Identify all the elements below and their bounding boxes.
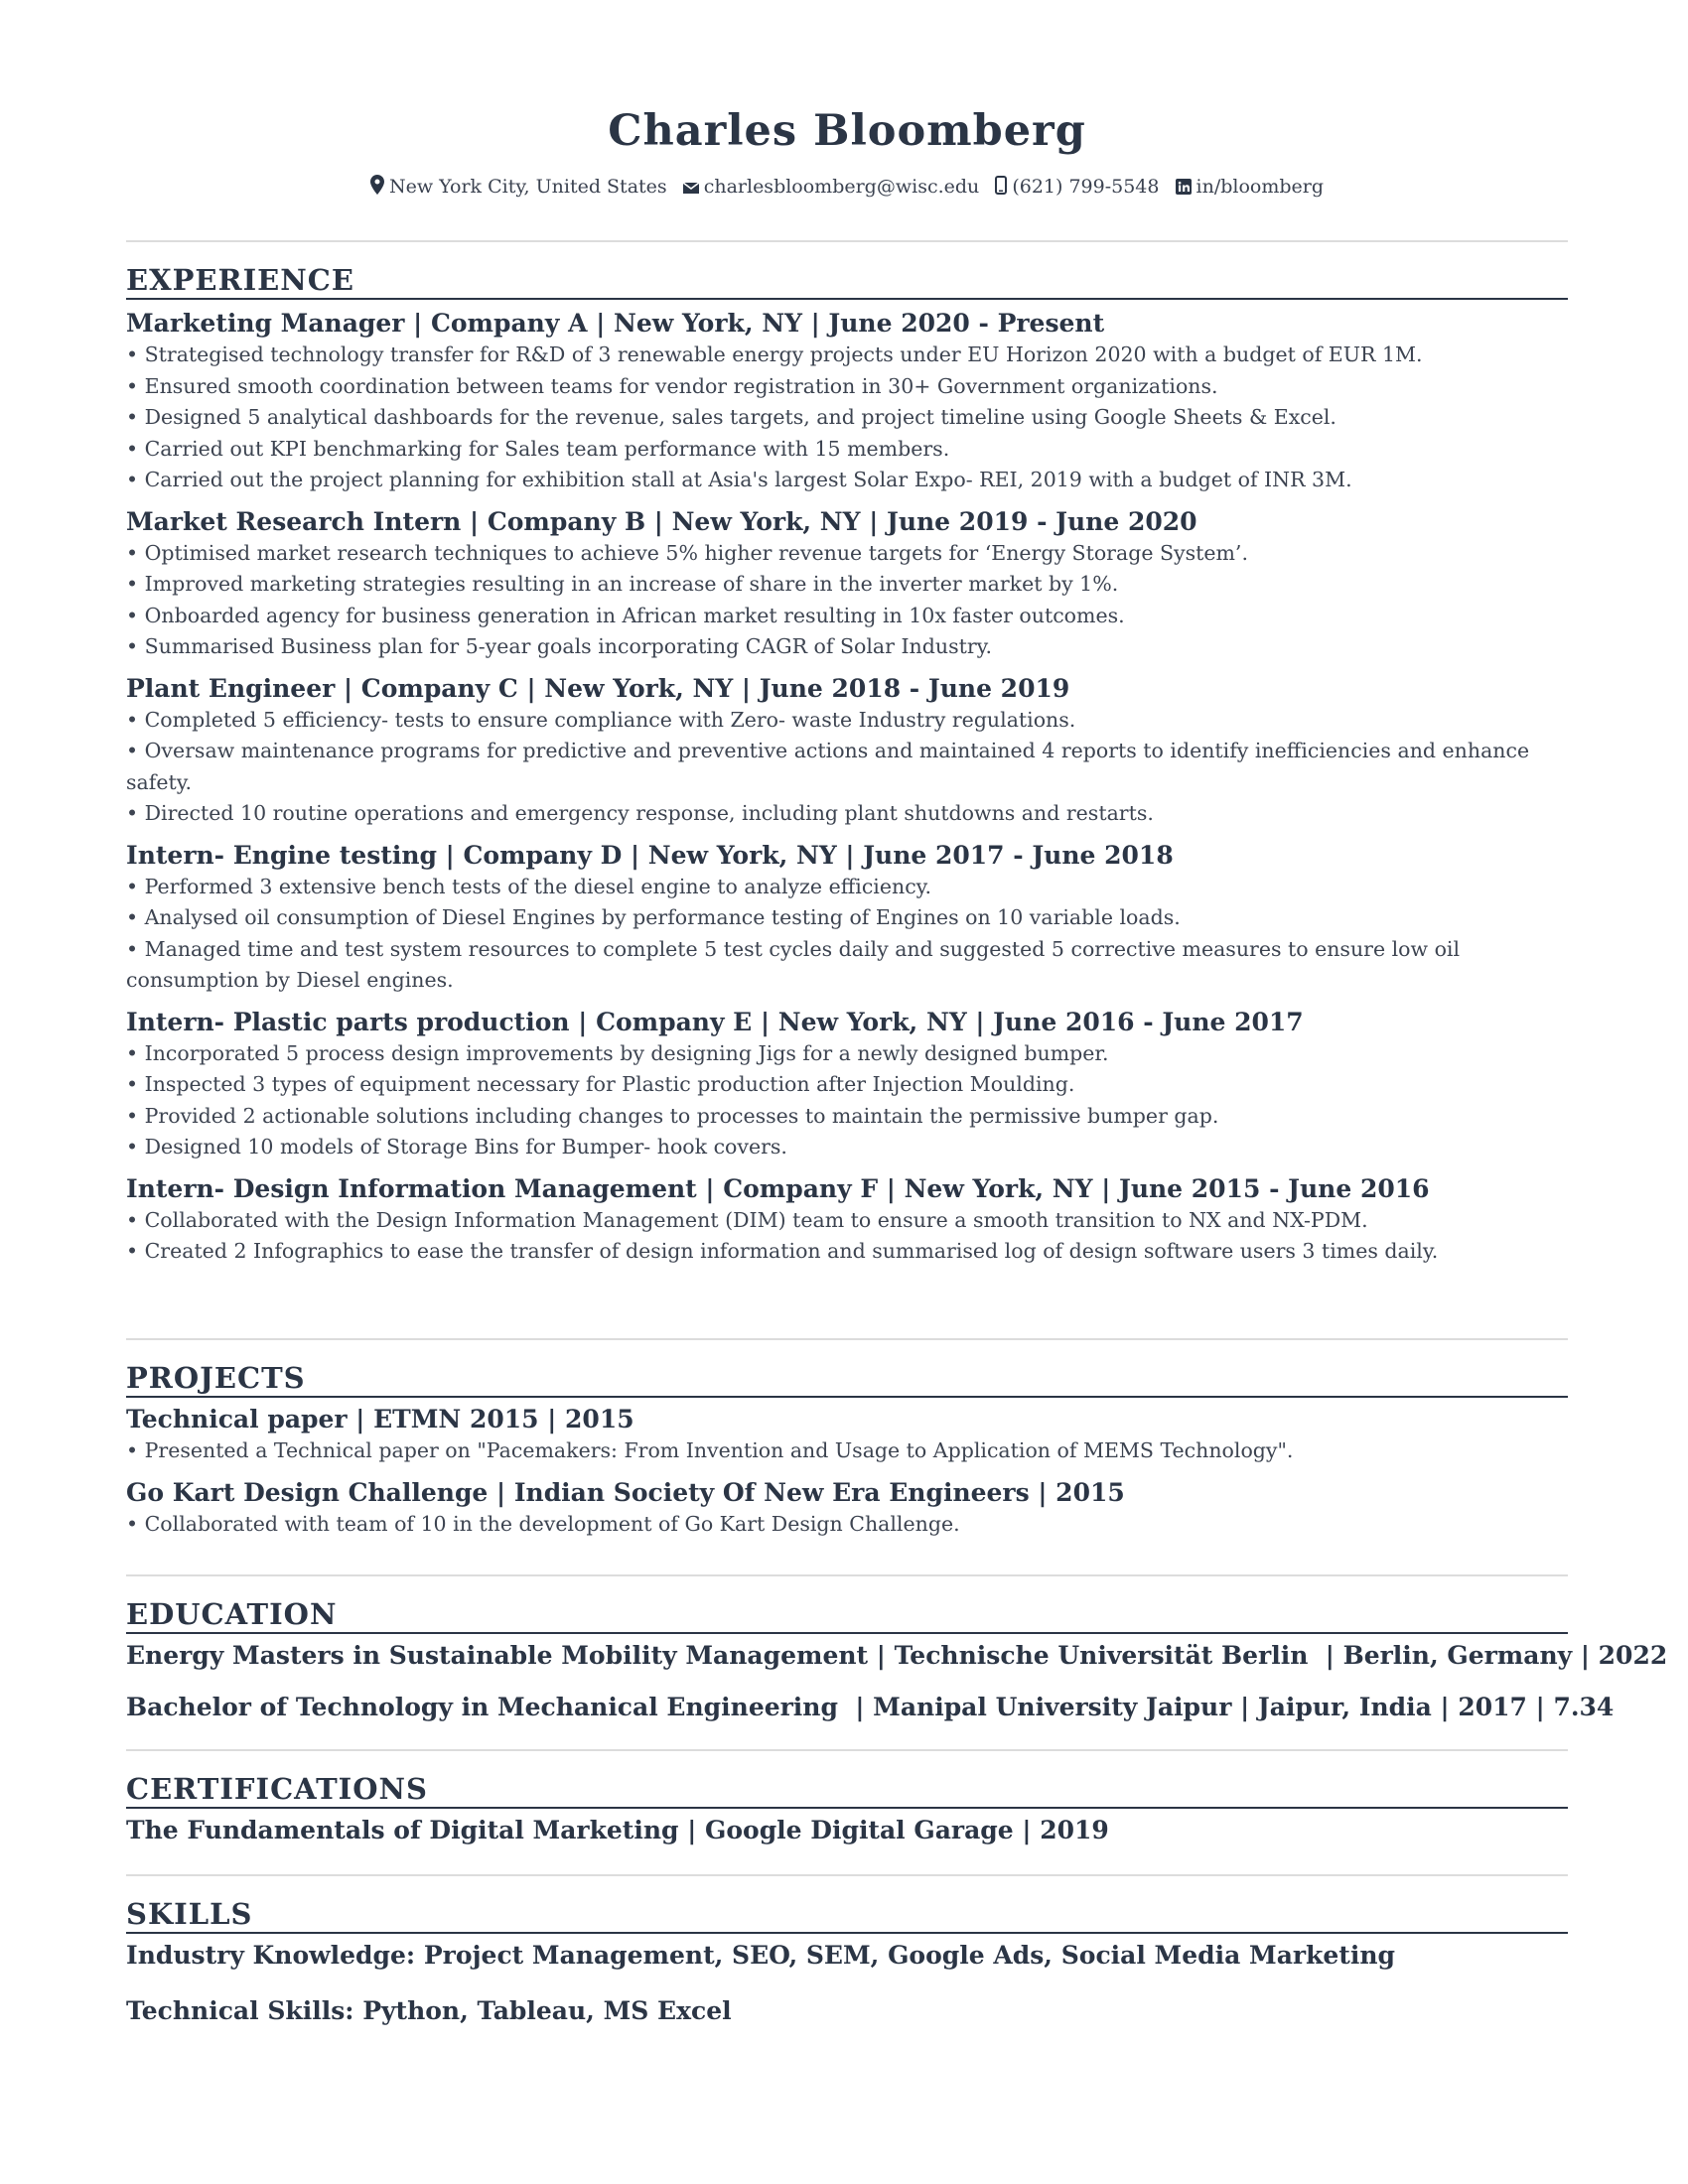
section-title-experience: EXPERIENCE (126, 262, 1568, 300)
email-text[interactable]: charlesbloomberg@wisc.edu (703, 176, 980, 198)
bullet-item: • Designed 5 analytical dashboards for the revenue, sales targets, and project timeline using Google Sheets & Excel. (126, 405, 1336, 429)
divider (126, 1574, 1568, 1576)
linkedin-text[interactable]: in/bloomberg (1196, 176, 1325, 198)
entry-heading: Go Kart Design Challenge | Indian Society Of New Era Engineers | 2015 (126, 1477, 1125, 1507)
bullet-item: • Managed time and test system resources to complete 5 test cycles daily and suggested 5 corrective measures to ensure low oil consumption by Diesel engines. (126, 936, 1461, 992)
bullet-item: • Carried out KPI benchmarking for Sales team performance with 15 members. (126, 436, 950, 461)
project-entry (126, 1404, 1568, 1467)
divider (126, 1749, 1568, 1751)
experience-entry (126, 1173, 1568, 1268)
education-section (126, 1596, 1668, 1723)
education-entry: Bachelor of Technology in Mechanical Engineering | Manipal University Jaipur | Jaipur, India | 2017 | 7.34 (126, 1693, 1615, 1721)
candidate-name: Charles Bloomberg (608, 106, 1086, 156)
skills-entry: Industry Knowledge: Project Management, SEO, SEM, Google Ads, Social Media Marketing (126, 1941, 1395, 1970)
entry-heading: Market Research Intern | Company B | New York, NY | June 2019 - June 2020 (126, 506, 1197, 536)
contact-email[interactable] (683, 176, 980, 200)
bullet-item: • Created 2 Infographics to ease the transfer of design information and summarised log of design software users 3 times daily. (126, 1239, 1439, 1263)
bullet-item: • Incorporated 5 process design improvements by designing Jigs for a newly designed bumper. (126, 1040, 1109, 1065)
section-title-projects: PROJECTS (126, 1360, 1568, 1398)
skills-entry: Technical Skills: Python, Tableau, MS Excel (126, 1996, 732, 2025)
experience-section (126, 262, 1568, 1268)
divider (126, 1874, 1568, 1876)
divider (126, 1338, 1568, 1340)
bullet-item: • Collaborated with team of 10 in the development of Go Kart Design Challenge. (126, 1511, 960, 1536)
bullet-item: • Provided 2 actionable solutions including changes to processes to maintain the permissive bumper gap. (126, 1103, 1219, 1128)
experience-entry (126, 840, 1568, 997)
bullet-item: • Carried out the project planning for exhibition stall at Asia's largest Solar Expo- REI, 2019 with a budget of INR 3M. (126, 468, 1352, 491)
entry-heading: Plant Engineer | Company C | New York, NY | June 2018 - June 2019 (126, 673, 1070, 703)
contact-phone (995, 176, 1159, 200)
bullet-item: • Optimised market research techniques to achieve 5% higher revenue targets for ‘Energy Storage System’. (126, 540, 1248, 565)
map-pin-icon (370, 175, 384, 200)
envelope-icon (683, 178, 699, 200)
experience-entry (126, 308, 1568, 496)
bullet-item: • Completed 5 efficiency- tests to ensure compliance with Zero- waste Industry regulations. (126, 707, 1076, 732)
bullet-item: • Directed 10 routine operations and emergency response, including plant shutdowns and restarts. (126, 801, 1154, 825)
bullet-item: • Analysed oil consumption of Diesel Engines by performance testing of Engines on 10 variable loads. (126, 905, 1181, 929)
bullet-item: • Collaborated with the Design Information Management (DIM) team to ensure a smooth transition to NX and NX-PDM. (126, 1207, 1368, 1232)
experience-entry (126, 1007, 1568, 1163)
experience-entry (126, 673, 1568, 830)
divider (126, 240, 1568, 242)
bullet-item: • Strategised technology transfer for R&D of 3 renewable energy projects under EU Horizon 2020 with a budget of EUR 1M. (126, 342, 1423, 366)
bullet-item: • Improved marketing strategies resulting in an increase of share in the inverter market by 1%. (126, 572, 1119, 596)
contact-linkedin[interactable] (1176, 176, 1325, 200)
certification-entry: The Fundamentals of Digital Marketing | Google Digital Garage | 2019 (126, 1816, 1109, 1844)
education-entry: Energy Masters in Sustainable Mobility Management | Technische Universität Berlin | Berlin, Germany | 2022 (126, 1641, 1668, 1670)
linkedin-icon (1176, 178, 1192, 200)
experience-entry (126, 506, 1568, 663)
bullet-item: • Designed 10 models of Storage Bins for Bumper- hook covers. (126, 1135, 787, 1159)
section-title-skills: SKILLS (126, 1896, 1568, 1934)
project-entry (126, 1477, 1568, 1541)
contact-line (126, 175, 1568, 200)
phone-text: (621) 799-5548 (1012, 176, 1160, 198)
contact-location (370, 175, 667, 200)
projects-section (126, 1360, 1568, 1540)
bullet-item: • Oversaw maintenance programs for predictive and preventive actions and maintained 4 reports to identify inefficiencies and enhance safety. (126, 739, 1530, 794)
entry-heading: Marketing Manager | Company A | New York, NY | June 2020 - Present (126, 309, 1105, 338)
entry-heading: Intern- Design Information Management | Company F | New York, NY | June 2015 - June 2016 (126, 1173, 1430, 1203)
bullet-item: • Inspected 3 types of equipment necessary for Plastic production after Injection Moulding. (126, 1072, 1075, 1096)
location-text: New York City, United States (388, 176, 667, 198)
mobile-phone-icon (995, 176, 1007, 200)
entry-heading: Intern- Plastic parts production | Company E | New York, NY | June 2016 - June 2017 (126, 1007, 1304, 1036)
bullet-item: • Onboarded agency for business generation in African market resulting in 10x faster outcomes. (126, 603, 1125, 627)
bullet-item: • Presented a Technical paper on "Pacemakers: From Invention and Usage to Application of MEMS Technology". (126, 1438, 1294, 1462)
skills-section (126, 1896, 1568, 2027)
entry-heading: Technical paper | ETMN 2015 | 2015 (126, 1405, 634, 1433)
entry-heading: Intern- Engine testing | Company D | New York, NY | June 2017 - June 2018 (126, 840, 1174, 870)
bullet-item: • Performed 3 extensive bench tests of the diesel engine to analyze efficiency. (126, 874, 932, 898)
bullet-item: • Ensured smooth coordination between teams for vendor registration in 30+ Government organizations. (126, 373, 1218, 398)
section-title-certifications: CERTIFICATIONS (126, 1771, 1568, 1809)
bullet-item: • Summarised Business plan for 5-year goals incorporating CAGR of Solar Industry. (126, 634, 993, 658)
certifications-section (126, 1771, 1568, 1846)
section-title-education: EDUCATION (126, 1596, 1568, 1634)
